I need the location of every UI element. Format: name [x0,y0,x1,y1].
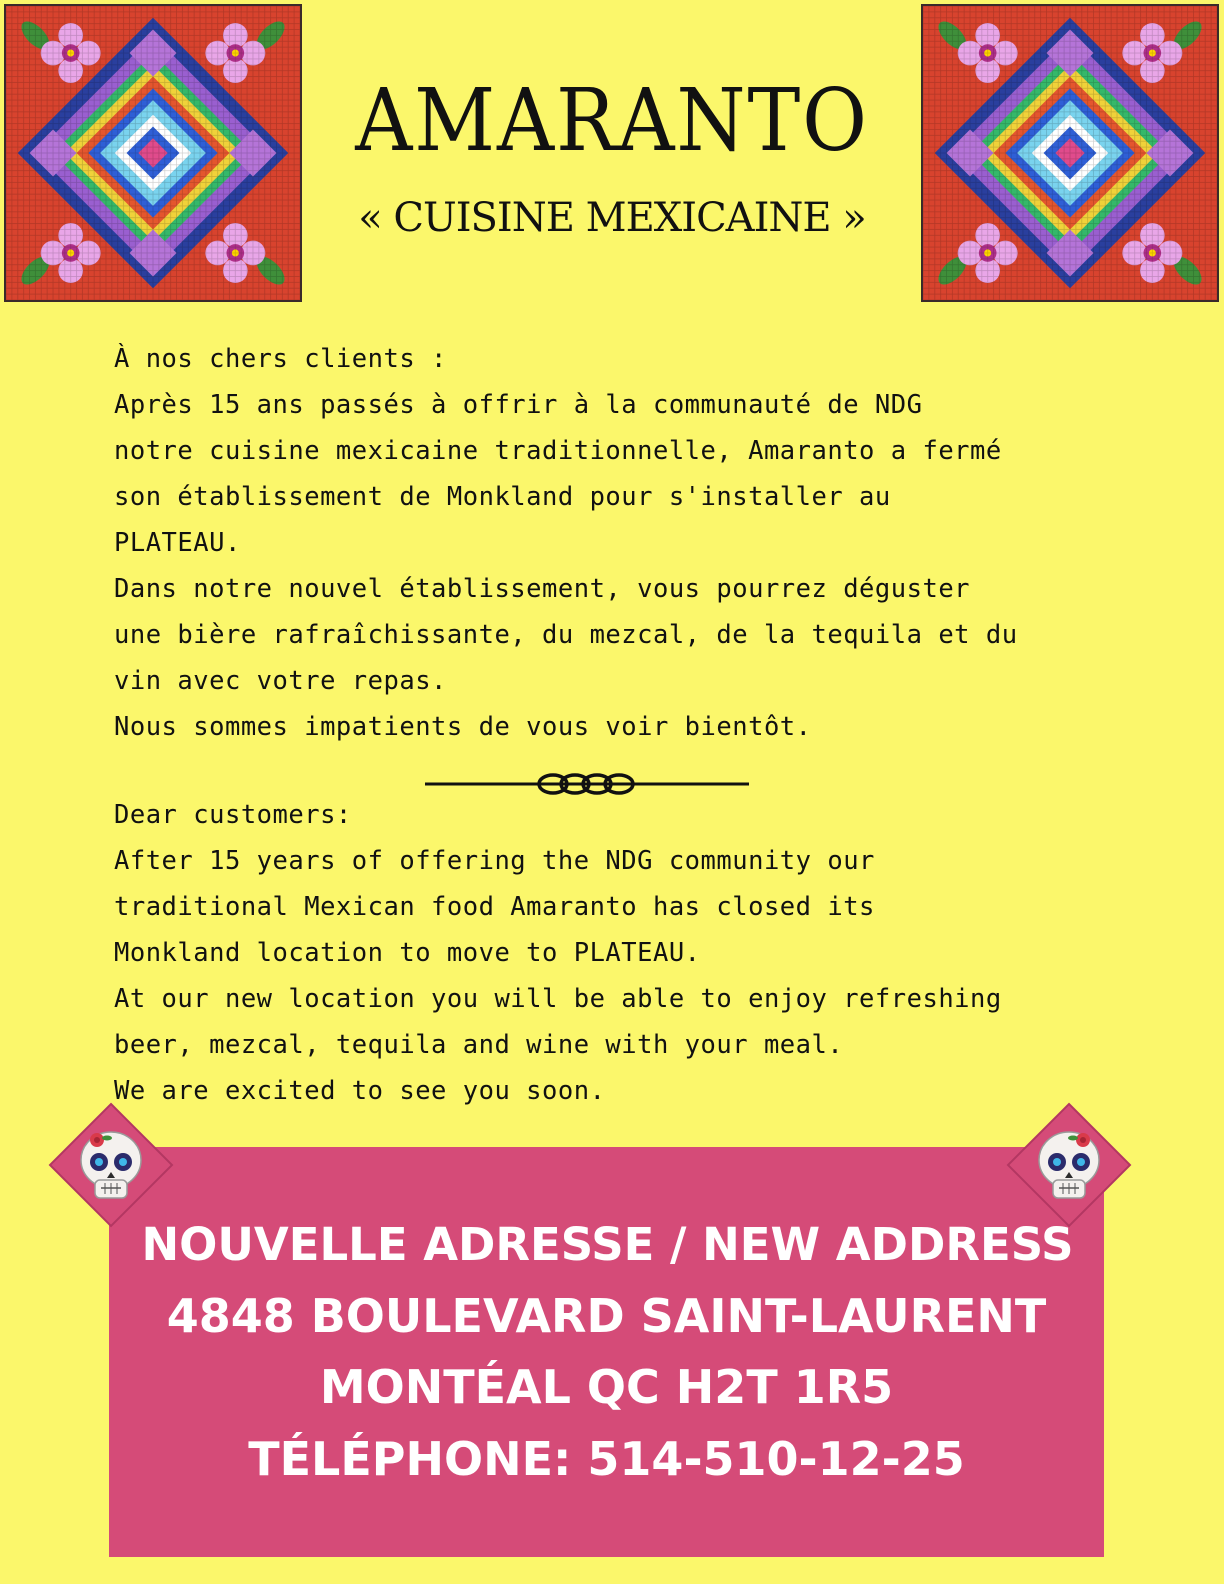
sugar-skull-icon-right [1004,1100,1134,1230]
sugar-skull-icon-left [46,1100,176,1230]
french-line: une bière rafraîchissante, du mezcal, de la tequila et du [114,620,1018,650]
french-line: À nos chers clients : [114,344,447,374]
address-panel [109,1147,1104,1557]
french-line: Nous sommes impatients de vous voir bientôt. [114,712,812,742]
english-message [114,792,1124,1114]
french-line: vin avec votre repas. [114,666,447,696]
english-line: After 15 years of offering the NDG community our [114,846,875,876]
french-line: Dans notre nouvel établissement, vous pourrez déguster [114,574,971,604]
restaurant-subtitle: « CUISINE MEXICAINE » [358,195,866,241]
city-postal-code: MONTÉAL QC H2T 1R5 [319,1360,894,1414]
telephone-number: TÉLÉPHONE: 514-510-12-25 [248,1432,965,1486]
french-line: PLATEAU. [114,528,241,558]
english-line: Monkland location to move to PLATEAU. [114,938,701,968]
beaded-mosaic-left [4,4,302,302]
address-heading: NOUVELLE ADRESSE / NEW ADDRESS [141,1218,1074,1271]
english-line: We are excited to see you soon. [114,1076,606,1106]
french-message [114,336,1124,750]
english-line: Dear customers: [114,800,352,830]
restaurant-title: AMARANTO [355,71,869,171]
french-line: son établissement de Monkland pour s'installer au [114,482,891,512]
beaded-mosaic-right [921,4,1219,302]
french-line: Après 15 ans passés à offrir à la communauté de NDG [114,390,923,420]
english-line: At our new location you will be able to enjoy refreshing [114,984,1002,1014]
street-address: 4848 BOULEVARD SAINT-LAURENT [166,1289,1047,1343]
french-line: notre cuisine mexicaine traditionnelle, Amaranto a fermé [114,436,1002,466]
english-line: beer, mezcal, tequila and wine with your meal. [114,1030,844,1060]
english-line: traditional Mexican food Amaranto has closed its [114,892,875,922]
